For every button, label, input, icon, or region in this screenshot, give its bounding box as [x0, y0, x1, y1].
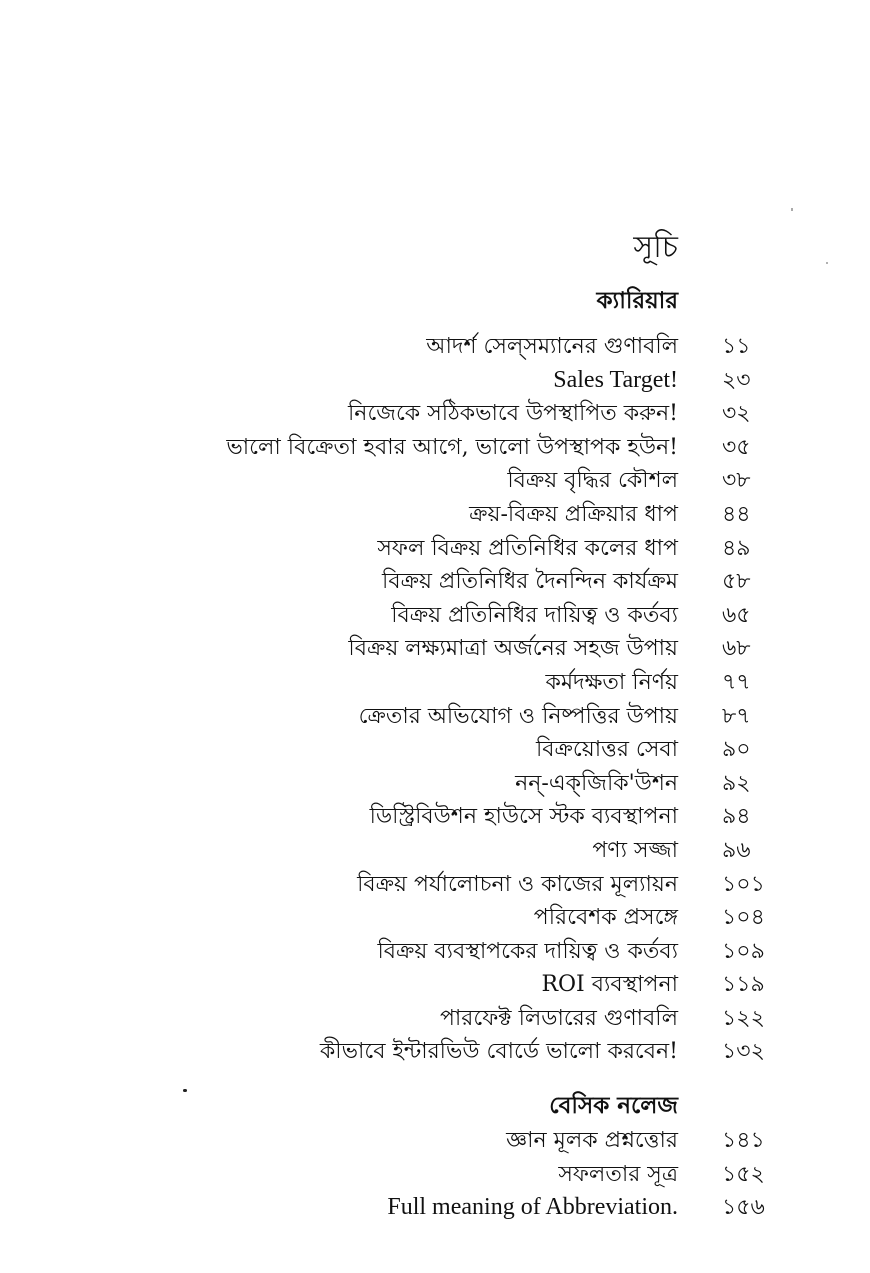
toc-entry-title: Sales Target! — [553, 366, 678, 393]
toc-entry-title: জ্ঞান মূলক প্রশ্নত্তোর — [506, 1128, 678, 1153]
toc-entry-page: ৯৪ — [722, 804, 751, 830]
toc-entry-title: বিক্রয় বৃদ্ধির কৌশল — [507, 468, 678, 494]
toc-entry — [0, 498, 870, 532]
toc-entry-title: Full meaning of Abbreviation. — [387, 1194, 678, 1221]
toc-entry-page: ৩৮ — [722, 468, 751, 494]
toc-entry — [0, 532, 870, 566]
toc-entry-page: ৯০ — [722, 737, 751, 763]
toc-entry-title: ভালো বিক্রেতা হবার আগে, ভালো উপস্থাপক হউন! — [226, 434, 678, 460]
toc-entry-page: ১৪১ — [722, 1128, 765, 1153]
toc-entry — [0, 800, 870, 834]
toc-entry-title: ক্রেতার অভিযোগ ও নিষ্পত্তির উপায় — [358, 703, 678, 729]
scan-speck — [826, 262, 828, 264]
toc-entry-page: ১০১ — [722, 871, 765, 897]
section-heading-career: ক্যারিয়ার — [596, 287, 678, 314]
toc-entry-page: ১৫৬ — [722, 1195, 765, 1221]
toc-entry — [0, 666, 870, 700]
toc-entry — [0, 364, 870, 398]
toc-entry — [0, 565, 870, 599]
toc-entry-page: ৬৫ — [722, 602, 751, 628]
toc-entry — [0, 1158, 870, 1192]
toc-entry-title: নিজেকে সঠিকভাবে উপস্থাপিত করুন! — [348, 401, 678, 427]
toc-entry-page: ৭৭ — [722, 669, 751, 695]
toc-entry — [0, 935, 870, 969]
scan-speck — [183, 1089, 187, 1092]
toc-entry-title: পরিবেশক প্রসঙ্গে — [533, 905, 678, 931]
toc-entry — [0, 464, 870, 498]
toc-entry-page: ৬৮ — [722, 636, 751, 662]
toc-entry-title: বিক্রয় প্রতিনিধির দায়িত্ব ও কর্তব্য — [391, 602, 678, 628]
toc-entry-title: বিক্রয় পর্যালোচনা ও কাজের মূল্যায়ন — [357, 871, 678, 897]
toc-entry-title: পারফেক্ট লিডারের গুণাবলি — [439, 1005, 678, 1031]
toc-entry — [0, 1035, 870, 1069]
toc-entry — [0, 330, 870, 364]
page-title: সূচি — [633, 230, 678, 265]
toc-entry-title: আদর্শ সেল্‌সম্যানের গুণাবলি — [426, 334, 678, 359]
toc-entry-title: বিক্রয় প্রতিনিধির দৈনন্দিন কার্যক্রম — [382, 569, 678, 595]
toc-entry-title: ডিস্ট্রিবিউশন হাউসে স্টক ব্যবস্থাপনা — [369, 804, 678, 830]
toc-entry — [0, 700, 870, 734]
toc-entry-page: ৯৬ — [722, 837, 751, 863]
toc-list-career — [0, 330, 870, 1069]
toc-entry-title: সফল বিক্রয় প্রতিনিধির কলের ধাপ — [377, 535, 678, 561]
toc-entry — [0, 767, 870, 801]
toc-entry — [0, 632, 870, 666]
toc-entry-title: সফলতার সূত্র — [558, 1161, 678, 1187]
toc-entry-page: ৪৪ — [722, 501, 751, 527]
toc-list-basic-knowledge — [0, 1124, 870, 1225]
toc-entry — [0, 1124, 870, 1158]
toc-entry-page: ৩৫ — [722, 434, 751, 460]
toc-entry — [0, 397, 870, 431]
toc-entry — [0, 868, 870, 902]
toc-entry-page: ৯২ — [722, 770, 751, 796]
toc-entry-title: কর্মদক্ষতা নির্ণয় — [545, 669, 678, 695]
toc-entry — [0, 901, 870, 935]
toc-entry-page: ৪৯ — [722, 535, 751, 561]
toc-entry-title: পণ্য সজ্জা — [592, 837, 678, 863]
toc-entry — [0, 1191, 870, 1225]
toc-entry-title: নন্‌-এক্‌জিকি'উশন — [515, 770, 678, 796]
toc-entry-page: ১০৯ — [722, 938, 765, 964]
toc-entry-title: বিক্রয় ব্যবস্থাপকের দায়িত্ব ও কর্তব্য — [377, 938, 678, 964]
toc-entry-title: কীভাবে ইন্টারভিউ বোর্ডে ভালো করবেন! — [319, 1039, 678, 1065]
toc-entry-page: ৩২ — [722, 401, 751, 427]
toc-entry-page: ১৩২ — [722, 1039, 765, 1065]
toc-entry-page: ১১ — [722, 334, 751, 359]
toc-entry-title: বিক্রয় লক্ষ্যমাত্রা অর্জনের সহজ উপায় — [348, 636, 678, 662]
toc-entry-page: ৫৮ — [722, 569, 751, 595]
toc-entry — [0, 431, 870, 465]
toc-entry — [0, 834, 870, 868]
section-heading-basic-knowledge: বেসিক নলেজ — [549, 1092, 678, 1119]
toc-entry-page: ৮৭ — [722, 703, 751, 729]
toc-entry-title: বিক্রয়োত্তর সেবা — [535, 737, 678, 763]
toc-entry-page: ১২২ — [722, 1005, 765, 1031]
toc-entry-page: ১১৯ — [722, 972, 765, 998]
toc-entry — [0, 599, 870, 633]
toc-entry — [0, 968, 870, 1002]
scan-speck — [791, 208, 793, 211]
toc-entry — [0, 733, 870, 767]
toc-entry-page: ১৫২ — [722, 1161, 765, 1187]
toc-entry-title: ROI ব্যবস্থাপনা — [541, 972, 678, 998]
toc-entry-page: ১০৪ — [722, 905, 765, 931]
toc-entry — [0, 1002, 870, 1036]
toc-entry-title: ক্রয়-বিক্রয় প্রক্রিয়ার ধাপ — [469, 501, 678, 527]
toc-entry-page: ২৩ — [722, 367, 751, 393]
